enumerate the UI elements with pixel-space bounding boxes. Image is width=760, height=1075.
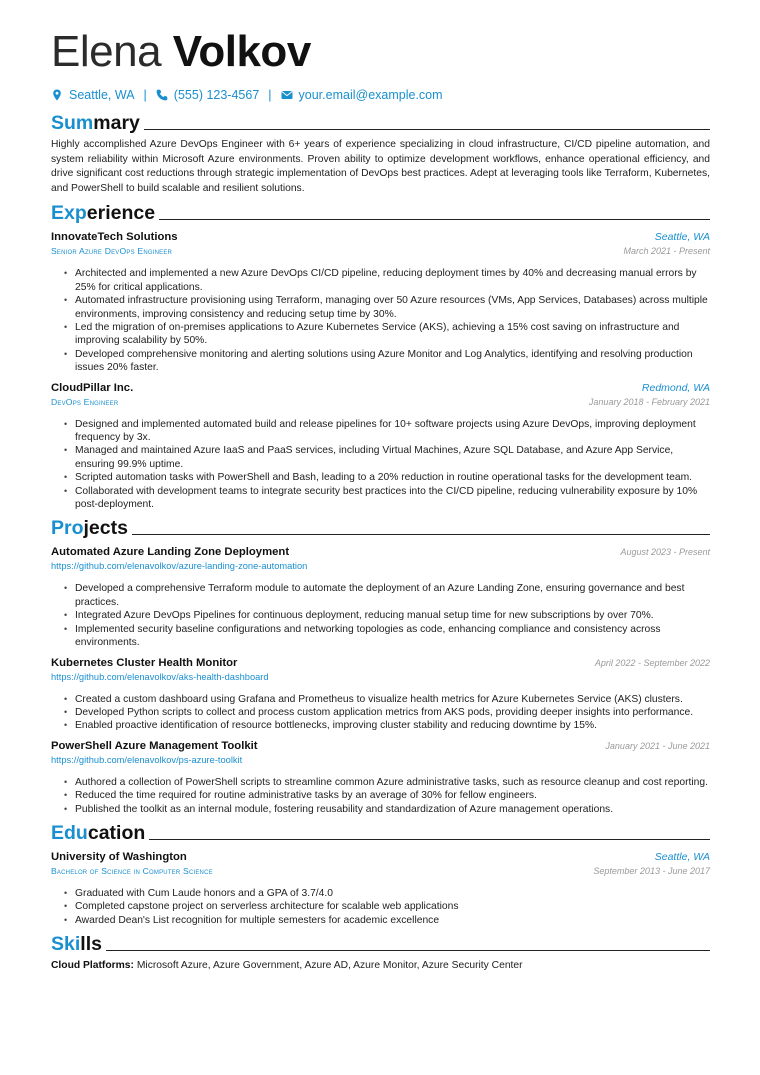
project-entry <box>51 657 710 733</box>
envelope-icon <box>281 89 293 101</box>
job-location: Seattle, WA <box>654 231 710 244</box>
list-item: • Authored a collection of PowerShell scripts to streamline common Azure administrative tasks, such as resource cleanup and cost reporting. <box>64 776 710 789</box>
contact-location <box>51 88 135 102</box>
project-dates: January 2021 - June 2021 <box>605 740 710 751</box>
job-role: DevOps Engineer <box>51 396 119 407</box>
degree: Bachelor of Science in Computer Science <box>51 865 213 876</box>
contact-separator: | <box>268 88 272 102</box>
list-item: • Enabled proactive identification of resource bottlenecks, improving cluster stability and reducing downtime by 15%. <box>64 719 710 732</box>
job-dates: March 2021 - Present <box>623 246 710 257</box>
education-entry <box>51 851 710 927</box>
skills-heading: Skills <box>51 931 710 955</box>
section-divider <box>149 839 710 840</box>
list-item: • Reduced the time required for routine administrative tasks by an average of 30% for fellow engineers. <box>64 789 710 802</box>
contact-phone[interactable] <box>156 88 259 102</box>
job-location: Redmond, WA <box>641 381 710 394</box>
projects-heading: Projects <box>51 515 710 539</box>
experience-heading: Experience <box>51 200 710 224</box>
list-item: • Created a custom dashboard using Grafana and Prometheus to visualize health metrics for Azure Kubernetes Service (AKS) clusters. <box>64 693 710 706</box>
job-bullets <box>51 418 710 512</box>
project-bullets <box>51 582 710 649</box>
project-entry <box>51 740 710 816</box>
list-item: • Developed comprehensive monitoring and alerting solutions using Azure Monitor and Log Analytics, identifying and resolving production issues 20% faster. <box>64 348 710 375</box>
job-entry <box>51 382 710 512</box>
map-marker-icon <box>51 89 63 101</box>
list-item: • Awarded Dean's List recognition for multiple semesters for academic excellence <box>64 914 710 927</box>
skills-label: Cloud Platforms: <box>51 960 134 972</box>
project-link[interactable]: https://github.com/elenavolkov/ps-azure-toolkit <box>51 754 243 765</box>
project-entry <box>51 546 710 649</box>
education-dates: September 2013 - June 2017 <box>593 865 710 876</box>
project-link[interactable]: https://github.com/elenavolkov/azure-landing-zone-automation <box>51 561 308 572</box>
job-bullets <box>51 267 710 374</box>
list-item: • Led the migration of on-premises applications to Azure Kubernetes Service (AKS), achieving a 15% cost saving on infrastructure and improving scalability by 50%. <box>64 321 710 348</box>
summary-text: Highly accomplished Azure DevOps Engineer with 6+ years of experience specializing in cloud infrastructure, CI/CD pipeline automation, and system reliability within Microsoft Azure environments. Proven ability to optimize development workflows, enhance operational efficiency, and drive significant cost reductions through strategic implementation of DevOps best practices. Adept at leveraging tools like Terraform, Kubernetes, and PowerShell to build scalable and resilient solutions. <box>51 139 710 194</box>
job-dates: January 2018 - February 2021 <box>588 396 710 407</box>
list-item: • Developed Python scripts to collect and process custom application metrics from AKS pods, providing deeper insights into performance. <box>64 706 710 719</box>
list-item: • Integrated Azure DevOps Pipelines for continuous deployment, reducing manual setup time for new subscriptions by over 70%. <box>64 609 710 622</box>
summary-heading: Summary <box>51 110 710 134</box>
list-item: • Published the toolkit as an internal module, fostering reusability and standardization of Azure management operations. <box>64 803 710 816</box>
list-item: • Scripted automation tasks with PowerShell and Bash, leading to a 20% reduction in routine operational tasks for the development team. <box>64 471 710 484</box>
candidate-name <box>51 26 710 78</box>
education-heading: Education <box>51 820 710 844</box>
list-item: • Automated infrastructure provisioning using Terraform, managing over 50 Azure resources (VMs, App Services, Databases) across multiple environments, improving consistency and reducing setup time by 30%. <box>64 294 710 321</box>
email-text: your.email@example.com <box>298 88 443 102</box>
phone-icon <box>156 89 168 101</box>
skills-row <box>51 959 710 973</box>
school-name: University of Washington <box>51 850 187 863</box>
school-location: Seattle, WA <box>654 850 710 863</box>
contact-separator: | <box>143 88 147 102</box>
list-item: • Implemented security baseline configurations and networking topologies as code, enhancing compliance and consistency across environments. <box>64 623 710 650</box>
section-divider <box>144 129 710 130</box>
project-name: Kubernetes Cluster Health Monitor <box>51 656 238 669</box>
list-item: • Architected and implemented a new Azure DevOps CI/CD pipeline, reducing deployment times by 40% and decreasing manual errors by 25% for critical applications. <box>64 267 710 294</box>
project-name: PowerShell Azure Management Toolkit <box>51 739 258 752</box>
list-item: • Graduated with Cum Laude honors and a GPA of 3.7/4.0 <box>64 887 710 900</box>
phone-text: (555) 123-4567 <box>173 88 260 102</box>
skills-value: Microsoft Azure, Azure Government, Azure AD, Azure Monitor, Azure Security Center <box>136 960 523 972</box>
project-dates: August 2023 - Present <box>620 547 710 558</box>
first-name: Elena <box>51 27 162 76</box>
education-bullets <box>51 887 710 927</box>
project-bullets <box>51 693 710 733</box>
section-divider <box>106 950 710 951</box>
contact-email[interactable] <box>281 88 443 102</box>
contact-line <box>51 84 710 106</box>
project-bullets <box>51 776 710 816</box>
section-divider <box>159 219 710 220</box>
project-dates: April 2022 - September 2022 <box>594 657 710 668</box>
list-item: • Completed capstone project on serverless architecture for scalable web applications <box>64 900 710 913</box>
project-link[interactable]: https://github.com/elenavolkov/aks-health-dashboard <box>51 671 269 682</box>
list-item: • Collaborated with development teams to integrate security best practices into the CI/CD pipeline, reducing vulnerability exposure by 10% post-deployment. <box>64 485 710 512</box>
list-item: • Managed and maintained Azure IaaS and PaaS services, including Virtual Machines, Azure SQL Database, and Azure App Service, ensuring 99.9% uptime. <box>64 444 710 471</box>
company-name: InnovateTech Solutions <box>51 231 178 244</box>
company-name: CloudPillar Inc. <box>51 381 134 394</box>
list-item: • Designed and implemented automated build and release pipelines for 10+ software projects using Azure DevOps, improving deployment frequency by 3x. <box>64 418 710 445</box>
job-entry <box>51 231 710 374</box>
last-name: Volkov <box>172 27 311 76</box>
project-name: Automated Azure Landing Zone Deployment <box>51 546 290 559</box>
job-role: Senior Azure DevOps Engineer <box>51 246 173 257</box>
location-text: Seattle, WA <box>69 88 135 102</box>
list-item: • Developed a comprehensive Terraform module to automate the deployment of an Azure Landing Zone, ensuring governance and best practices. <box>64 582 710 609</box>
section-divider <box>132 534 710 535</box>
